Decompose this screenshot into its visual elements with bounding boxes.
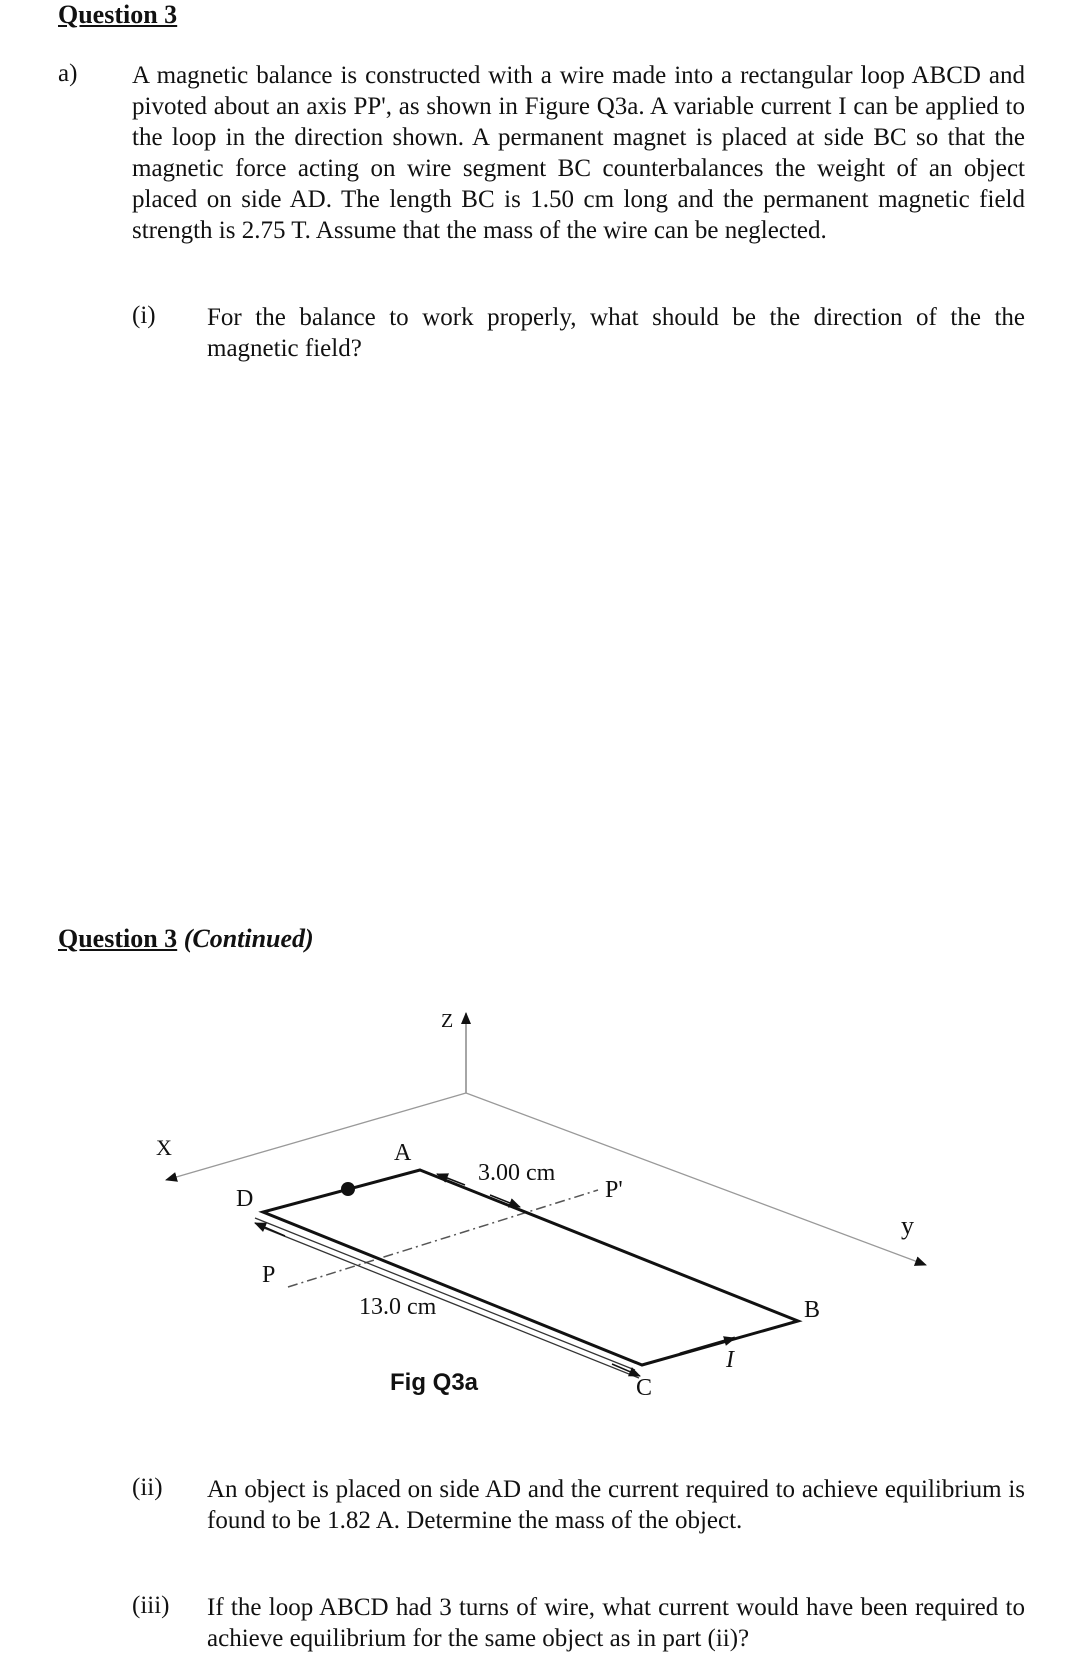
question-title [58,0,177,30]
sub-question-iii-text: If the loop ABCD had 3 turns of wire, what current would have been required to achieve equilibrium for the same object as in part (ii)? [207,1594,1025,1652]
dim-length-line-1 [255,1218,635,1370]
dim-length-arrow-start [255,1223,285,1236]
sub-question-i-text: For the balance to work properly, what should be the direction of the the magnetic field? [207,304,1025,362]
sub-question-iii-label: (iii) [132,1592,170,1619]
part-a-label: a) [58,60,78,87]
sub-question-ii-label: (ii) [132,1474,163,1501]
figure-q3a [0,990,1080,1410]
x-axis-label: X [156,1135,172,1160]
wire-loop-abcd [263,1170,798,1365]
y-axis-label: y [901,1211,914,1240]
question-continued-title-text: Question 3 [58,924,178,953]
corner-d-label: D [236,1186,254,1212]
sub-question-ii-text: An object is placed on side AD and the current required to achieve equilibrium is found to be 1.82 A. Determine the mass of the object. [207,1476,1025,1534]
question-continued-suffix: (Continued) [183,924,314,953]
x-axis [166,1093,466,1180]
figure-caption: Fig Q3a [390,1369,479,1396]
pivot-p-label: P [262,1262,276,1288]
corner-c-label: C [636,1375,653,1401]
current-label: I [726,1347,734,1373]
object-on-ad [341,1182,355,1196]
question-continued-title [58,924,314,954]
corner-a-label: A [394,1140,412,1166]
dim-length-label: 13.0 cm [359,1294,437,1320]
dim-ab-label: 3.00 cm [478,1160,556,1186]
sub-question-i-label: (i) [132,302,156,329]
z-axis-label: Z [441,1010,454,1032]
dim-length-line-2 [259,1226,639,1378]
pivot-axis [288,1190,598,1287]
pivot-p-prime-label: P' [605,1177,623,1203]
corner-b-label: B [804,1297,821,1323]
question-title-text: Question 3 [58,0,178,29]
part-a-text: A magnetic balance is constructed with a wire made into a rectangular loop ABCD and pivoted about an axis PP', as shown in Figure Q3a. A variable current I can be applied to the loop in the direction shown. A permanent magnet is placed at side BC so that the magnetic force acting on wire segment BC counterbalances the weight of an object placed on side AD. The length BC is 1.50 cm long and the permanent magnetic field strength is 2.75 T. Assume that the mass of the wire can be neglected. [132,62,1025,244]
